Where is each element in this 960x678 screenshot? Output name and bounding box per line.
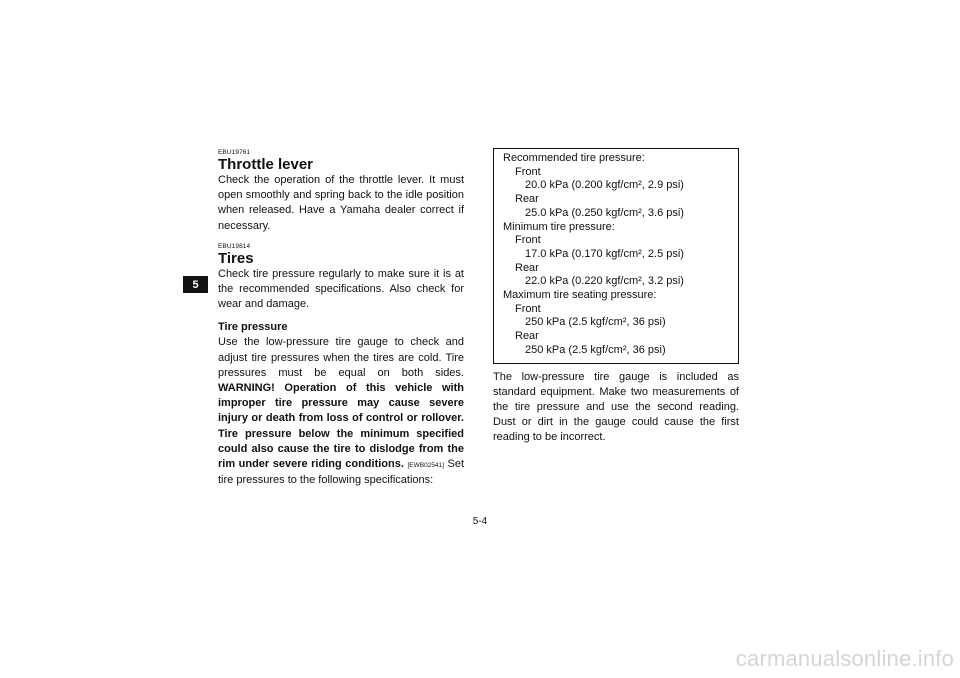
throttle-section-code: EBU19761 — [218, 149, 251, 156]
tire-pressure-heading: Tire pressure — [218, 321, 288, 334]
min-rear-label: Rear — [515, 261, 539, 274]
min-front-label: Front — [515, 234, 541, 247]
left-column — [218, 148, 464, 488]
min-front-value: 17.0 kPa (0.170 kgf/cm², 2.5 psi) — [525, 247, 684, 260]
tires-section-code: EBU19814 — [218, 242, 251, 250]
gauge-note: The low-pressure tire gauge is included as standard equipment. Make two measurements of the tire pressure and use the second reading. Dust or dirt in the gauge could cause the first reading to be incorrect. — [493, 370, 739, 444]
right-column — [493, 148, 739, 446]
watermark: carmanualsonline.info — [735, 646, 954, 671]
max-rear-label: Rear — [515, 330, 539, 343]
rec-rear-label: Rear — [515, 193, 539, 206]
tire-pressure-body — [218, 335, 464, 488]
throttle-body: Check the operation of the throttle lever. It must open smoothly and spring back to the idle position when released. Have a Yamaha dealer correct if necessary. — [218, 174, 464, 232]
minimum-label: Minimum tire pressure: — [503, 220, 615, 233]
rec-front-label: Front — [515, 165, 541, 178]
min-rear-value: 22.0 kPa (0.220 kgf/cm², 3.2 psi) — [525, 275, 684, 288]
max-front-value: 250 kPa (2.5 kgf/cm², 36 psi) — [525, 316, 666, 329]
warning-text: WARNING! Operation of this vehicle with improper tire pressure may cause severe injury or death from loss of control or rollover. Tire pressure below the minimum specified could also cause the tire to dislodge from the rim under severe riding conditions. — [218, 382, 464, 471]
max-front-label: Front — [515, 302, 541, 315]
chapter-tab: 5 — [183, 276, 208, 293]
tire-pressure-intro: Use the low-pressure tire gauge to check and adjust tire pressures when the tires are cold. Tire pressures must be equal on both sides. — [218, 336, 464, 379]
tire-pressure-spec-box — [493, 148, 739, 364]
after-warning-text: Set tire pressures to the following specifications: — [218, 458, 465, 487]
rec-front-value: 20.0 kPa (0.200 kgf/cm², 2.9 psi) — [525, 179, 684, 192]
rec-rear-value: 25.0 kPa (0.250 kgf/cm², 3.6 psi) — [525, 206, 684, 219]
warning-code: [EWB02541] — [407, 462, 444, 470]
max-rear-value: 250 kPa (2.5 kgf/cm², 36 psi) — [525, 343, 666, 356]
tires-body: Check tire pressure regularly to make sure it is at the recommended specifications. Also check for wear and damage. — [218, 267, 464, 311]
tires-heading: Tires — [218, 249, 254, 267]
page-number: 5-4 — [472, 516, 488, 527]
recommended-label: Recommended tire pressure: — [503, 152, 645, 164]
throttle-heading: Throttle lever — [218, 156, 314, 173]
max-label: Maximum tire seating pressure: — [503, 289, 657, 302]
